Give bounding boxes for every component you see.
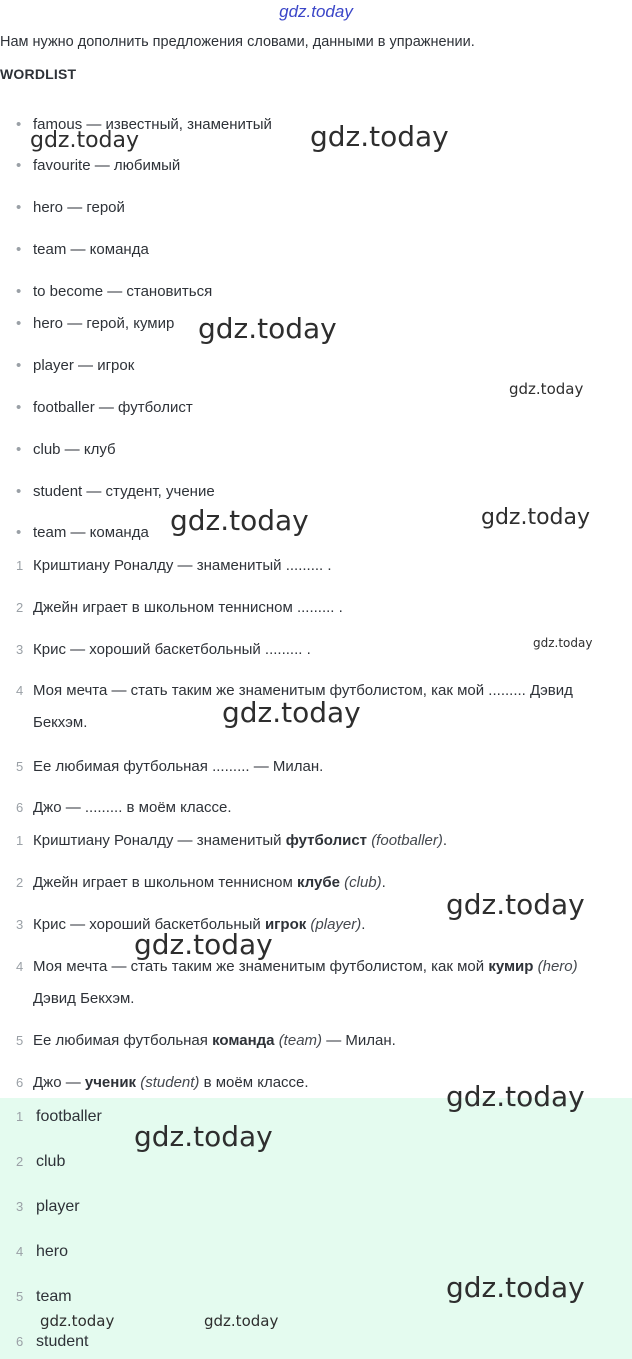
- header-watermark: gdz.today: [279, 2, 353, 21]
- wordlist-item: • team — команда: [16, 241, 149, 258]
- watermark: gdz.today: [533, 636, 593, 650]
- watermark: gdz.today: [198, 312, 337, 345]
- wordlist-item: • student — студент, учение: [16, 483, 215, 500]
- wordlist-item: • hero — герой, кумир: [16, 315, 175, 332]
- exercise-item: 6 Джо — ......... в моём классе.: [16, 799, 232, 816]
- bullet-icon: •: [16, 315, 22, 332]
- answer-item: 4 hero: [16, 1243, 69, 1260]
- exercise-item: 4 Моя мечта — стать таким же знаменитым футболистом, как мой ......... Дэвид Бекхэм.: [16, 682, 573, 731]
- exercise-item: 2 Джейн играет в школьном теннисном ......... .: [16, 599, 343, 616]
- wordlist-item: • footballer — футболист: [16, 399, 193, 416]
- watermark: gdz.today: [446, 888, 585, 921]
- answer-item: 5 team: [16, 1288, 72, 1305]
- wordlist-title: WORDLIST: [0, 66, 77, 82]
- watermark: gdz.today: [310, 120, 449, 153]
- exercise-item: 3 Крис — хороший баскетбольный ......... .: [16, 641, 311, 658]
- wordlist-item: • to become — становиться: [16, 283, 213, 300]
- bullet-icon: •: [16, 116, 22, 133]
- bullet-icon: •: [16, 241, 22, 258]
- wordlist-item: • favourite — любимый: [16, 157, 181, 174]
- solution-item: 5 Ее любимая футбольная команда (team) — Милан.: [16, 1032, 396, 1049]
- solution-item: 1 Криштиану Роналду — знаменитый футболист (footballer).: [16, 832, 448, 849]
- intro-text: Нам нужно дополнить предложения словами, данными в упражнении.: [0, 34, 475, 50]
- answer-item: 1 footballer: [16, 1108, 102, 1125]
- watermark: gdz.today: [446, 1271, 585, 1304]
- bullet-icon: •: [16, 399, 22, 416]
- watermark: gdz.today: [134, 1120, 273, 1153]
- solution-item: 6 Джо — ученик (student) в моём классе.: [16, 1074, 309, 1091]
- watermark: gdz.today: [481, 505, 591, 530]
- wordlist-item: • famous — известный, знаменитый: [16, 116, 272, 133]
- solution-item: 3 Крис — хороший баскетбольный игрок (player).: [16, 916, 366, 933]
- watermark: gdz.today: [446, 1080, 585, 1113]
- wordlist-item: • player — игрок: [16, 357, 135, 374]
- watermark: gdz.today: [40, 1312, 115, 1330]
- wordlist-item: • hero — герой: [16, 199, 125, 216]
- watermark: gdz.today: [204, 1312, 279, 1330]
- watermark: gdz.today: [222, 696, 361, 729]
- exercise-item: 1 Криштиану Роналду — знаменитый ......... .: [16, 557, 332, 574]
- bullet-icon: •: [16, 441, 22, 458]
- answer-item: 2 club: [16, 1153, 66, 1170]
- bullet-icon: •: [16, 524, 22, 541]
- solution-item: 2 Джейн играет в школьном теннисном клубе (club).: [16, 874, 386, 891]
- wordlist-item: • team — команда: [16, 524, 149, 541]
- solution-item: 4 Моя мечта — стать таким же знаменитым футболистом, как мой кумир (hero) Дэвид Бекхэм.: [16, 958, 578, 1007]
- watermark: gdz.today: [134, 928, 273, 961]
- bullet-icon: •: [16, 357, 22, 374]
- bullet-icon: •: [16, 283, 22, 300]
- bullet-icon: •: [16, 199, 22, 216]
- answer-item: 3 player: [16, 1198, 80, 1215]
- bullet-icon: •: [16, 157, 22, 174]
- exercise-item: 5 Ее любимая футбольная ......... — Милан.: [16, 758, 324, 775]
- watermark: gdz.today: [30, 128, 140, 153]
- answer-item: 6 student: [16, 1333, 89, 1350]
- watermark: gdz.today: [509, 380, 584, 398]
- watermark: gdz.today: [170, 504, 309, 537]
- bullet-icon: •: [16, 483, 22, 500]
- wordlist-item: • club — клуб: [16, 441, 116, 458]
